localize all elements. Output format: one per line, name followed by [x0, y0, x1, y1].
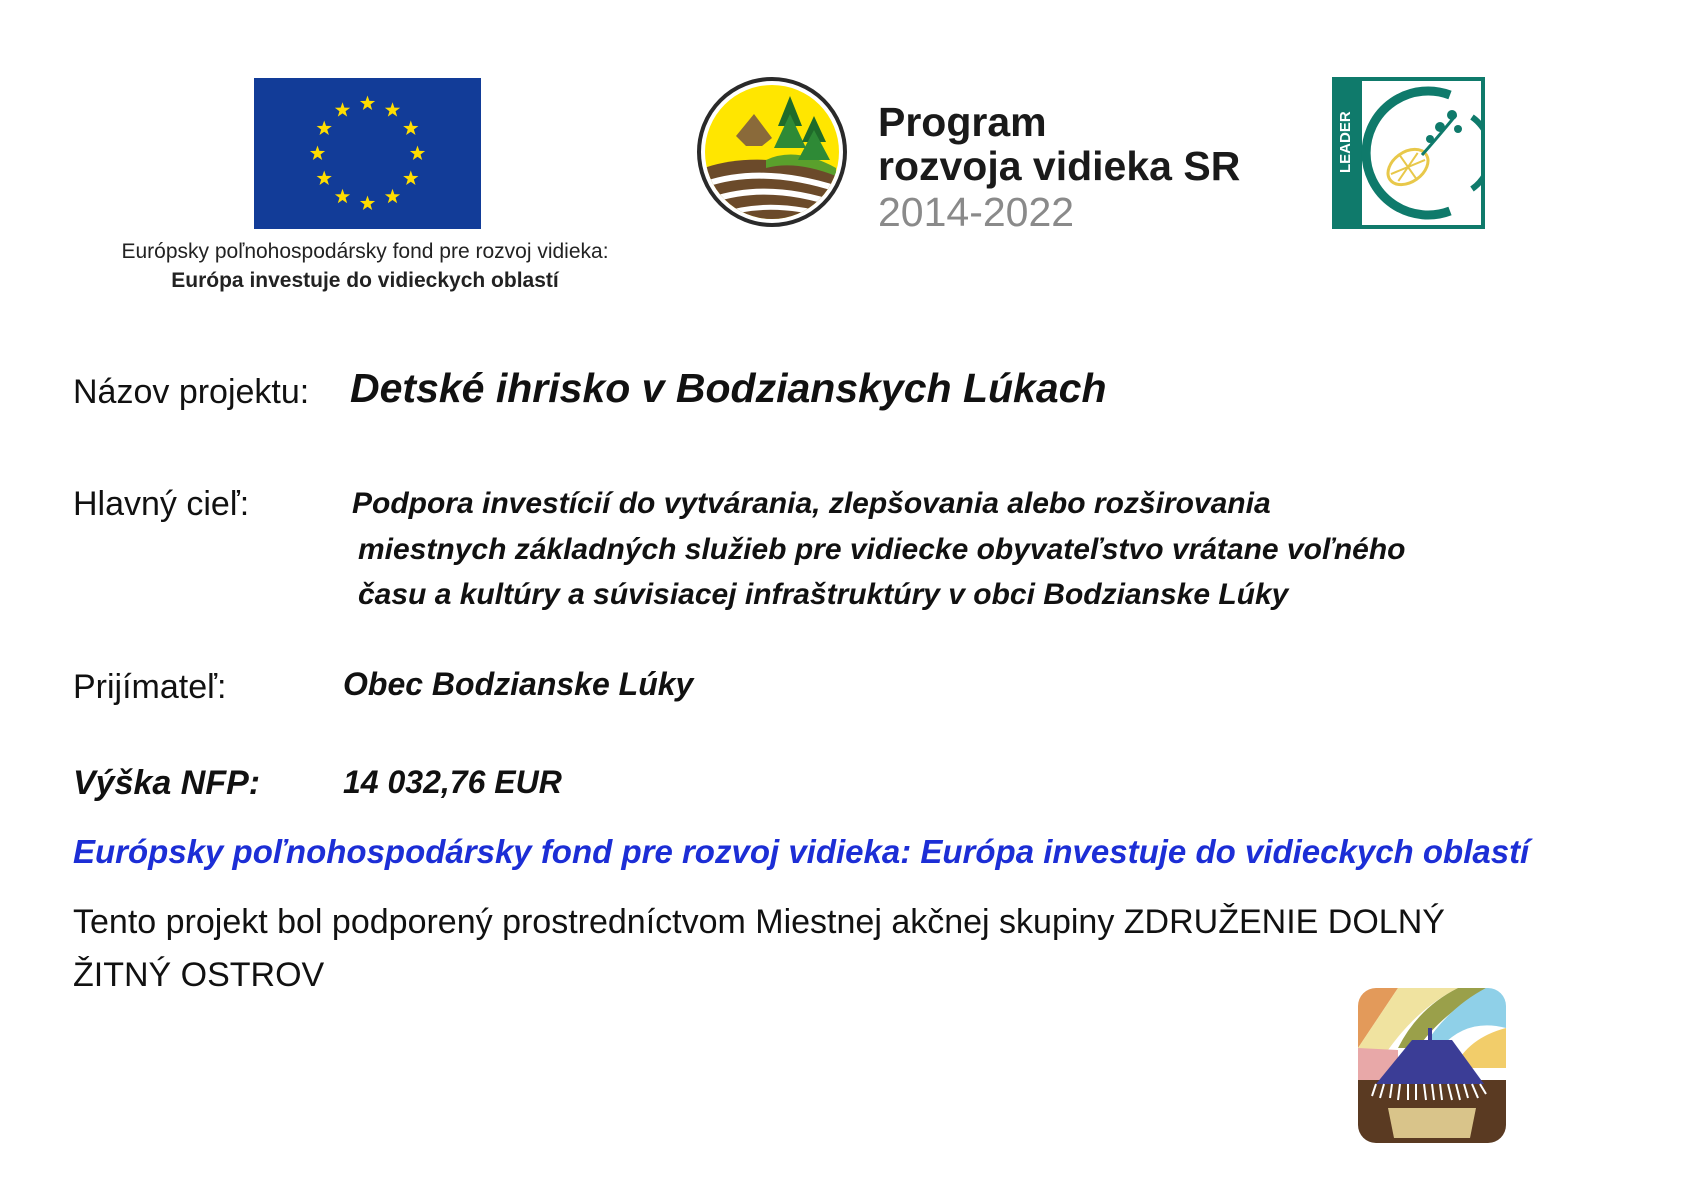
eu-caption-line1: Európsky poľnohospodársky fond pre rozvoj vidieka:: [121, 240, 609, 263]
prv-years: 2014-2022: [878, 189, 1075, 235]
eu-star-icon: [385, 102, 400, 116]
prv-landscape-logo: [696, 76, 848, 228]
eu-star-icon: [310, 146, 325, 160]
goal-label: Hlavný cieľ:: [73, 485, 250, 523]
eu-caption-line2: Európa investuje do vidieckych oblastí: [171, 269, 559, 292]
fund-slogan: Európsky poľnohospodársky fond pre rozvoj vidieka: Európa investuje do vidieckych oblastí: [73, 833, 1530, 870]
leader-label: LEADER: [1337, 111, 1354, 173]
leader-logo: [1332, 77, 1485, 229]
eu-stars-icon: [254, 78, 481, 229]
recipient-label: Prijímateľ:: [73, 668, 227, 706]
goal-line-2: miestnych základných služieb pre vidiecke obyvateľstvo vrátane voľného: [358, 533, 1406, 566]
goal-line-1: Podpora investícií do vytvárania, zlepšovania alebo rozširovania: [352, 487, 1271, 520]
eu-star-icon: [410, 146, 425, 160]
prv-title-line1: Program: [878, 99, 1047, 145]
nfp-value: 14 032,76 EUR: [343, 764, 562, 800]
prv-title-line2: rozvoja vidieka SR: [878, 143, 1241, 189]
eu-star-icon: [360, 96, 375, 110]
goal-line-3: času a kultúry a súvisiacej infraštruktúry v obci Bodzianske Lúky: [358, 578, 1289, 611]
note-line-1: Tento projekt bol podporený prostredníctvom Miestnej akčnej skupiny ZDRUŽENIE DOLNÝ: [73, 903, 1445, 941]
note-line-2: ŽITNÝ OSTROV: [73, 956, 325, 994]
eu-star-icon: [385, 189, 400, 203]
eu-star-icon: [317, 171, 332, 185]
recipient-value: Obec Bodzianske Lúky: [343, 666, 694, 702]
eu-star-icon: [360, 196, 375, 210]
eu-star-icon: [335, 189, 350, 203]
eu-flag-logo: [254, 78, 481, 229]
project-name-label: Názov projektu:: [73, 373, 310, 411]
nfp-label: Výška NFP:: [73, 764, 261, 802]
eu-star-icon: [317, 121, 332, 135]
eu-star-icon: [335, 102, 350, 116]
project-name-value: Detské ihrisko v Bodzianskych Lúkach: [350, 365, 1107, 411]
mas-hut-logo: [1358, 988, 1506, 1143]
eu-star-icon: [403, 121, 418, 135]
eu-star-icon: [403, 171, 418, 185]
